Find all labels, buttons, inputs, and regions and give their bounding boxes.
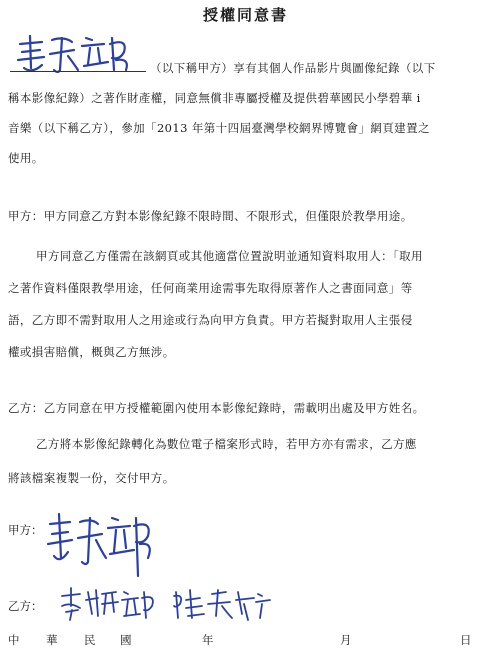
paragraph2-line4: 權或損害賠償，概與乙方無涉。	[8, 345, 175, 359]
signature-party-b	[58, 584, 278, 624]
party-b-clause: 乙方：乙方同意在甲方授權範圍內使用本影像紀錄時，需載明出處及甲方姓名。	[8, 401, 425, 415]
party-a-label: 甲方：	[8, 523, 43, 537]
signature-underline	[10, 71, 146, 72]
party-b-label: 乙方：	[8, 599, 43, 613]
paragraph3-line1: 乙方將本影像紀錄轉化為數位電子檔案形式時，若甲方亦有需求，乙方應	[36, 437, 417, 451]
date-year-label: 年	[202, 633, 214, 647]
paragraph2-line2: 之著作資料僅限教學用途，任何商業用途需事先取得原著作人之書面同意」等	[8, 281, 413, 295]
signature-top	[12, 30, 142, 76]
party-a-clause: 甲方：甲方同意乙方對本影像紀錄不限時間、不限形式，但僅限於教學用途。	[8, 209, 413, 223]
date-month-label: 月	[340, 633, 352, 647]
date-char-min: 民	[84, 633, 96, 647]
date-char-zhong: 中	[8, 633, 20, 647]
paragraph1-line1: （以下稱甲方）享有其個人作品影片與圖像紀錄（以下	[150, 61, 436, 75]
document-title: 授權同意書	[202, 6, 288, 24]
date-row	[0, 632, 491, 648]
date-day-label: 日	[460, 633, 472, 647]
paragraph3-line2: 將該檔案複製一份，交付甲方。	[8, 471, 175, 485]
paragraph1-line4: 使用。	[8, 151, 44, 165]
date-char-hua: 華	[46, 633, 58, 647]
signature-party-a	[44, 508, 154, 582]
paragraph2-line3: 語，乙方即不需對取用人之用途或行為向甲方負責。甲方若擬對取用人主張侵	[8, 313, 413, 327]
paragraph2-line1: 甲方同意乙方僅需在該網頁或其他適當位置說明並通知資料取用人：「取用	[36, 249, 423, 263]
date-char-guo: 國	[120, 633, 132, 647]
paragraph1-line3: 音樂（以下稱乙方），參加「2013 年第十四屆臺灣學校網界博覽會」網頁建置之	[8, 121, 430, 135]
paragraph1-line2: 稱本影像紀錄）之著作財產權，同意無償非專屬授權及提供碧華國民小學碧華 i	[8, 91, 421, 105]
